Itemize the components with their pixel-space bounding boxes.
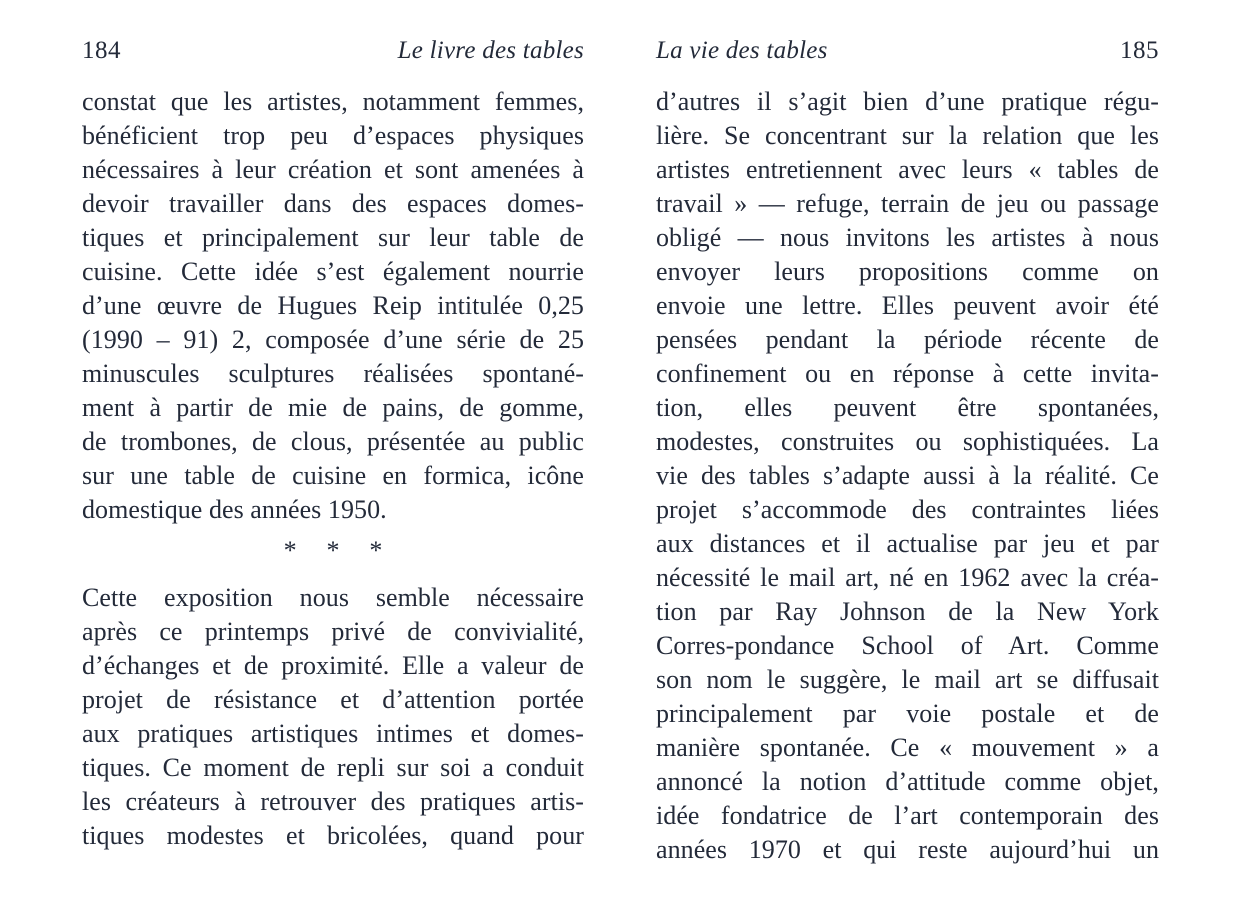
text-line: manière spontanée. Ce « mouvement » a (656, 733, 1159, 762)
text-line: domestique des années 1950. (82, 495, 387, 524)
text-line: Cette exposition nous semble nécessaire (82, 583, 584, 612)
text-line: après ce printemps privé de convivialité, (82, 617, 584, 646)
section-separator: * * * (283, 536, 395, 565)
text-line: tiques. Ce moment de repli sur soi a conduit (82, 753, 584, 782)
text-line: de trombones, de clous, présentée au public (82, 427, 584, 456)
text-line: vie des tables s’adapte aussi à la réalité. Ce (656, 461, 1159, 490)
page-number-left: 184 (82, 37, 121, 64)
running-title-left: Le livre des tables (397, 37, 584, 64)
text-line: bénéficient trop peu d’espaces physiques (82, 121, 584, 150)
text-line: idée fondatrice de l’art contemporain des (656, 801, 1159, 830)
text-line: pensées pendant la période récente de (656, 325, 1159, 354)
text-line: d’échanges et de proximité. Elle a valeur de (82, 651, 584, 680)
text-line: projet s’accommode des contraintes liées (656, 495, 1159, 524)
text-line: projet de résistance et d’attention portée (82, 685, 584, 714)
text-line: minuscules sculptures réalisées spontané- (82, 359, 584, 388)
text-line: (1990 – 91) 2, composée d’une série de 25 (82, 325, 584, 354)
text-line: modestes, construites ou sophistiquées. La (656, 427, 1159, 456)
text-line: devoir travailler dans des espaces domes- (82, 189, 584, 218)
text-line: obligé — nous invitons les artistes à nous (656, 223, 1159, 252)
text-line: constat que les artistes, notamment femmes, (82, 87, 584, 116)
text-line: envoyer leurs propositions comme on (656, 257, 1159, 286)
page-header-left (82, 36, 584, 66)
page-body-left (82, 85, 584, 853)
text-line: annoncé la notion d’attitude comme objet, (656, 767, 1159, 796)
text-line: tiques modestes et bricolées, quand pour (82, 821, 584, 850)
page-header-right (656, 36, 1159, 66)
text-line: aux distances et il actualise par jeu et par (656, 529, 1159, 558)
text-line: travail » — refuge, terrain de jeu ou passage (656, 189, 1159, 218)
page-left (82, 36, 584, 853)
text-line: principalement par voie postale et de (656, 699, 1159, 728)
page-right (656, 36, 1159, 867)
running-title-right: La vie des tables (656, 37, 828, 64)
text-line: tion, elles peuvent être spontanées, (656, 393, 1159, 422)
text-line: artistes entretiennent avec leurs « tables de (656, 155, 1159, 184)
text-line: tion par Ray Johnson de la New York (656, 597, 1159, 626)
text-line: cuisine. Cette idée s’est également nourrie (82, 257, 584, 286)
text-line: nécessité le mail art, né en 1962 avec la créa- (656, 563, 1159, 592)
text-line: ment à partir de mie de pains, de gomme, (82, 393, 584, 422)
text-line: nécessaires à leur création et sont amenées à (82, 155, 584, 184)
text-line: son nom le suggère, le mail art se diffusait (656, 665, 1159, 694)
text-line: d’autres il s’agit bien d’une pratique régu- (656, 87, 1159, 116)
text-line: confinement ou en réponse à cette invita- (656, 359, 1159, 388)
page-number-right: 185 (1120, 37, 1159, 64)
text-line: envoie une lettre. Elles peuvent avoir été (656, 291, 1159, 320)
text-line: lière. Se concentrant sur la relation que les (656, 121, 1159, 150)
text-line: tiques et principalement sur leur table de (82, 223, 584, 252)
page-body-right (656, 85, 1159, 867)
text-line: années 1970 et qui reste aujourd’hui un (656, 835, 1159, 864)
text-line: sur une table de cuisine en formica, icône (82, 461, 584, 490)
text-line: aux pratiques artistiques intimes et domes- (82, 719, 584, 748)
text-line: d’une œuvre de Hugues Reip intitulée 0,25 (82, 291, 584, 320)
text-line: les créateurs à retrouver des pratiques artis- (82, 787, 584, 816)
text-line: Corres-pondance School of Art. Comme (656, 631, 1159, 660)
